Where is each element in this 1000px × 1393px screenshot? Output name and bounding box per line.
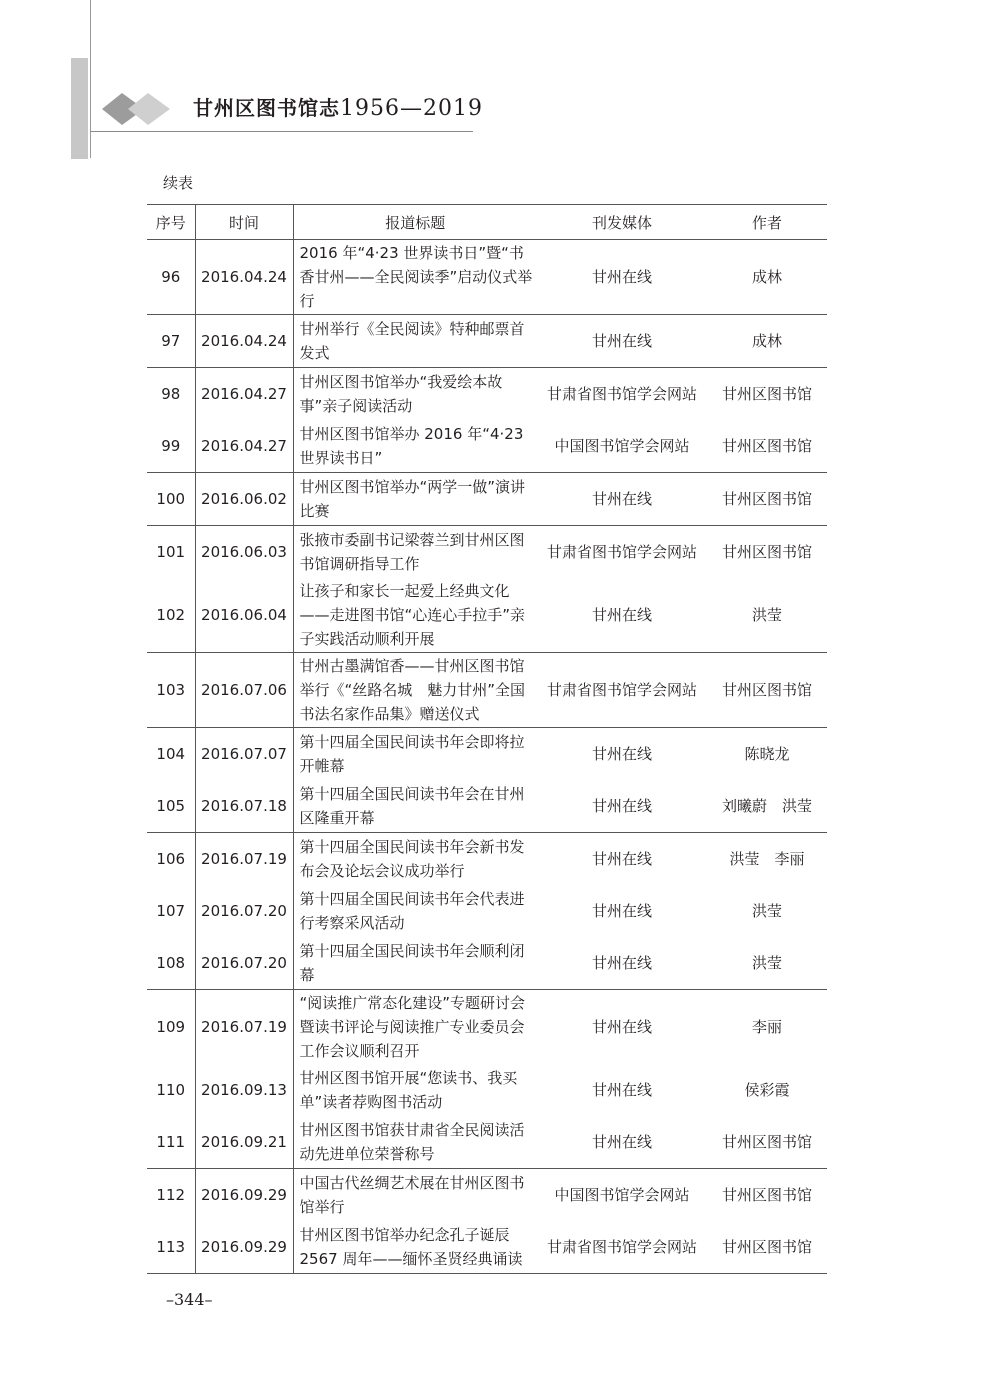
cell-media: 甘州在线 <box>591 850 652 868</box>
cell-number: 96 <box>147 240 195 315</box>
table-row <box>147 728 827 781</box>
cell-date: 2016.09.13 <box>195 1064 293 1116</box>
cell-title: “阅读推广常态化建设”专题研讨会暨读书评论与阅读推广专业委员会工作会议顺利召开 <box>299 994 526 1060</box>
cell-media: 甘肃省图书馆学会网站 <box>537 1221 707 1274</box>
column-header-author: 作者 <box>707 205 827 240</box>
cell-author: 甘州区图书馆 <box>707 653 827 728</box>
cell-number: 111 <box>147 1116 195 1169</box>
cell-title: 甘州区图书馆举办“两学一做”演讲比赛 <box>293 473 537 526</box>
cell-author: 刘曦蔚 洪莹 <box>707 780 827 833</box>
cell-media: 甘州在线 <box>537 315 707 368</box>
cell-author: 成林 <box>707 315 827 368</box>
cell-date: 2016.06.04 <box>195 578 293 653</box>
table-header-row <box>147 205 827 240</box>
cell-author: 李丽 <box>751 1018 782 1036</box>
cell-number: 110 <box>147 1064 195 1116</box>
table-row <box>147 473 827 526</box>
cell-author: 甘州区图书馆 <box>721 543 812 561</box>
cell-media: 甘州在线 <box>537 937 707 990</box>
table-row <box>147 1116 827 1169</box>
cell-date: 2016.06.03 <box>195 526 293 579</box>
cell-date: 2016.09.21 <box>195 1116 293 1169</box>
cell-date: 2016.07.20 <box>195 885 293 937</box>
column-header-media: 刊发媒体 <box>537 205 707 240</box>
cell-title: 第十四届全国民间读书年会代表进行考察采风活动 <box>299 890 525 932</box>
cell-date: 2016.09.29 <box>195 1169 293 1222</box>
cell-title: 甘州区图书馆举办 2016 年“4·23 世界读书日” <box>293 420 537 473</box>
cell-title: 甘州古墨满馆香——甘州区图书馆举行《“丝路名城 魅力甘州”全国书法名家作品集》赠送仪式 <box>293 653 537 728</box>
cell-media: 甘肃省图书馆学会网站 <box>546 385 697 403</box>
cell-number: 112 <box>147 1169 195 1222</box>
cell-date: 2016.07.07 <box>195 728 293 781</box>
cell-author: 洪莹 <box>707 578 827 653</box>
table-row <box>147 885 827 937</box>
column-header-title: 报道标题 <box>293 205 537 240</box>
table-row <box>147 937 827 990</box>
cell-title: 甘州区图书馆举办纪念孔子诞辰 2567 周年——缅怀圣贤经典诵读 <box>293 1221 537 1274</box>
cell-number: 98 <box>147 368 195 421</box>
cell-media: 中国图书馆学会网站 <box>537 420 707 473</box>
cell-media: 甘州在线 <box>591 902 652 920</box>
cell-title: 2016 年“4·23 世界读书日”暨“书香甘州——全民阅读季”启动仪式举行 <box>293 240 537 315</box>
cell-media: 甘肃省图书馆学会网站 <box>546 543 697 561</box>
cell-author: 陈晓龙 <box>744 745 790 763</box>
cell-author: 侯彩霞 <box>744 1081 790 1099</box>
table-row <box>147 368 827 421</box>
cell-media: 甘州在线 <box>591 1081 652 1099</box>
cell-author: 甘州区图书馆 <box>707 1221 827 1274</box>
cell-number: 99 <box>147 420 195 473</box>
cell-title: 第十四届全国民间读书年会顺利闭幕 <box>293 937 537 990</box>
cell-number: 107 <box>147 885 195 937</box>
table-row <box>147 526 827 579</box>
table-row <box>147 780 827 833</box>
header-gray-bar <box>71 58 88 159</box>
cell-media: 甘州在线 <box>537 1116 707 1169</box>
cell-date: 2016.04.24 <box>195 315 293 368</box>
cell-date: 2016.07.19 <box>195 833 293 886</box>
cell-title: 甘州举行《全民阅读》特种邮票首发式 <box>293 315 537 368</box>
cell-author: 甘州区图书馆 <box>721 385 812 403</box>
table-row <box>147 990 827 1065</box>
cell-media: 甘州在线 <box>591 1018 652 1036</box>
table-row <box>147 1169 827 1222</box>
cell-title: 甘州区图书馆举办“我爱绘本故事”亲子阅读活动 <box>299 373 503 415</box>
cell-number: 105 <box>147 780 195 833</box>
cell-media: 甘州在线 <box>537 578 707 653</box>
table-row <box>147 315 827 368</box>
cell-title: 第十四届全国民间读书年会在甘州区隆重开幕 <box>293 780 537 833</box>
cell-author: 洪莹 <box>751 902 782 920</box>
cell-media: 甘肃省图书馆学会网站 <box>537 653 707 728</box>
cell-author: 成林 <box>707 240 827 315</box>
cell-number: 97 <box>147 315 195 368</box>
header-vertical-rule <box>90 0 91 158</box>
cell-title: 第十四届全国民间读书年会即将拉开帷幕 <box>299 733 525 775</box>
cell-date: 2016.07.20 <box>195 937 293 990</box>
cell-number: 113 <box>147 1221 195 1274</box>
table-row <box>147 653 827 728</box>
cell-date: 2016.04.24 <box>195 240 293 315</box>
cell-title: 第十四届全国民间读书年会新书发布会及论坛会议成功举行 <box>299 838 525 880</box>
cell-media: 甘州在线 <box>537 473 707 526</box>
cell-number: 102 <box>147 578 195 653</box>
cell-number: 103 <box>147 653 195 728</box>
cell-author: 甘州区图书馆 <box>721 1186 812 1204</box>
cell-author: 洪莹 李丽 <box>729 850 805 868</box>
table-row <box>147 1064 827 1116</box>
cell-media: 甘州在线 <box>591 745 652 763</box>
cell-title: 甘州区图书馆开展“您读书、我买单”读者荐购图书活动 <box>299 1069 518 1111</box>
cell-title: 张掖市委副书记梁蓉兰到甘州区图书馆调研指导工作 <box>299 531 525 573</box>
cell-number: 109 <box>147 990 195 1065</box>
news-report-table <box>147 204 827 1274</box>
cell-date: 2016.07.06 <box>195 653 293 728</box>
column-header-number: 序号 <box>147 205 195 240</box>
cell-author: 甘州区图书馆 <box>707 420 827 473</box>
table-row <box>147 1221 827 1274</box>
cell-title: 让孩子和家长一起爱上经典文化——走进图书馆“心连心手拉手”亲子实践活动顺利开展 <box>293 578 537 653</box>
cell-date: 2016.07.19 <box>195 990 293 1065</box>
cell-number: 104 <box>147 728 195 781</box>
header-horizontal-rule <box>90 131 473 132</box>
cell-number: 100 <box>147 473 195 526</box>
cell-media: 甘州在线 <box>537 780 707 833</box>
cell-author: 甘州区图书馆 <box>707 473 827 526</box>
column-header-date: 时间 <box>195 205 293 240</box>
cell-date: 2016.04.27 <box>195 420 293 473</box>
continued-table-label: 续表 <box>163 174 194 192</box>
cell-title: 中国古代丝绸艺术展在甘州区图书馆举行 <box>299 1174 525 1216</box>
cell-author: 洪莹 <box>707 937 827 990</box>
cell-date: 2016.06.02 <box>195 473 293 526</box>
cell-media: 甘州在线 <box>537 240 707 315</box>
cell-number: 106 <box>147 833 195 886</box>
table-row <box>147 578 827 653</box>
cell-title: 甘州区图书馆获甘肃省全民阅读活动先进单位荣誉称号 <box>293 1116 537 1169</box>
cell-date: 2016.04.27 <box>195 368 293 421</box>
table-row <box>147 420 827 473</box>
cell-number: 108 <box>147 937 195 990</box>
page-number: –344– <box>166 1290 213 1309</box>
cell-author: 甘州区图书馆 <box>707 1116 827 1169</box>
running-header-title: 甘州区图书馆志1956—2019 <box>193 96 483 121</box>
table-row <box>147 240 827 315</box>
cell-media: 中国图书馆学会网站 <box>554 1186 690 1204</box>
cell-date: 2016.09.29 <box>195 1221 293 1274</box>
cell-number: 101 <box>147 526 195 579</box>
header-diamond-ornament <box>100 91 180 127</box>
cell-date: 2016.07.18 <box>195 780 293 833</box>
table-row <box>147 833 827 886</box>
